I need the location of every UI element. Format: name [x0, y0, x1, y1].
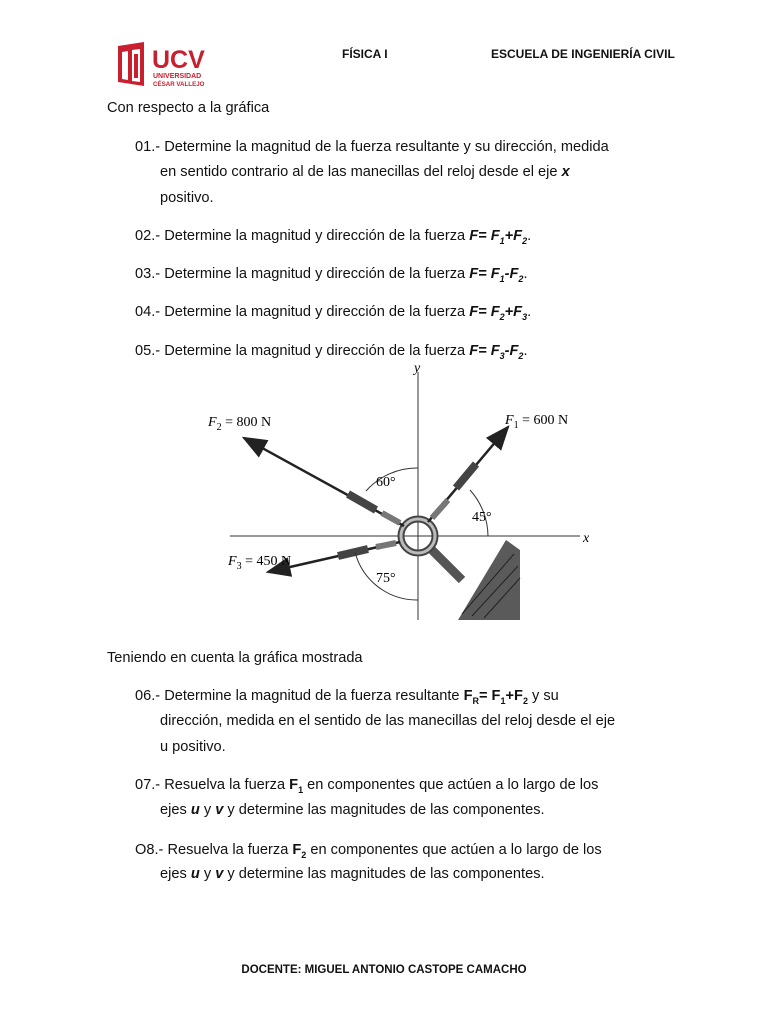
- question-01-line3: positivo.: [160, 190, 214, 206]
- question-05: 05.- Determine la magnitud y dirección de la fuerza $F= F_3-F_2$.: [135, 343, 528, 361]
- question-01-line2: en sentido contrario al de las manecillas del reloj desde el eje x: [160, 164, 570, 180]
- svg-text:UCV: UCV: [152, 46, 205, 74]
- f3-label: $F_3 = 450$ N: [228, 554, 292, 572]
- question-02: 02.- Determine la magnitud y dirección de la fuerza $F= F_1+F_2$.: [135, 228, 532, 246]
- angle-75-label: 75°: [376, 571, 396, 586]
- f1-label: $F_1 = 600$ N: [505, 413, 569, 431]
- university-logo: [118, 42, 228, 90]
- f2-label: $F_2 = 800$ N: [208, 415, 272, 433]
- question-01: 01.- Determine la magnitud de la fuerza resultante y su dirección, medida: [135, 139, 609, 155]
- x-axis-label: x: [583, 531, 590, 546]
- question-07: 07.- Resuelva la fuerza $F_1$ en componentes que actúen a lo largo de los: [135, 777, 599, 795]
- question-08: O8.- Resuelva la fuerza $F_2$ en componentes que actúen a lo largo de los: [135, 842, 602, 860]
- school-name: ESCUELA DE INGENIERÍA CIVIL: [491, 47, 675, 61]
- section1-intro: Con respecto a la gráfica: [107, 100, 270, 116]
- teacher-footer: DOCENTE: MIGUEL ANTONIO CASTOPE CAMACHO: [241, 964, 527, 976]
- f1-vector: [428, 427, 508, 522]
- section2-intro: Teniendo en cuenta la gráfica mostrada: [107, 650, 363, 666]
- force-diagram: [200, 362, 600, 624]
- y-axis-label: y: [414, 362, 421, 376]
- angle-45-label: 45°: [472, 510, 492, 525]
- question-06-line2: dirección, medida en el sentido de las manecillas del reloj desde el eje: [160, 713, 616, 729]
- question-03: 03.- Determine la magnitud y dirección de la fuerza $F= F_1-F_2$.: [135, 266, 528, 284]
- svg-text:CÉSAR VALLEJO: CÉSAR VALLEJO: [153, 81, 205, 88]
- shield-icon: [118, 42, 144, 86]
- question-06: 06.- Determine la magnitud de la fuerza resultante $F_R= F_1+F_2$ y su: [135, 688, 559, 706]
- question-07-line2: ejes u y v y determine las magnitudes de las componentes.: [160, 802, 545, 818]
- question-06-line3: u positivo.: [160, 739, 226, 755]
- question-08-line2: ejes u y v y determine las magnitudes de las componentes.: [160, 866, 545, 882]
- svg-text:UNIVERSIDAD: UNIVERSIDAD: [153, 73, 202, 80]
- question-04: 04.- Determine la magnitud y dirección de la fuerza $F= F_2+F_3$.: [135, 304, 532, 322]
- wall-support: [458, 540, 520, 620]
- angle-60-label: 60°: [376, 475, 396, 490]
- course-name: FÍSICA I: [342, 47, 388, 61]
